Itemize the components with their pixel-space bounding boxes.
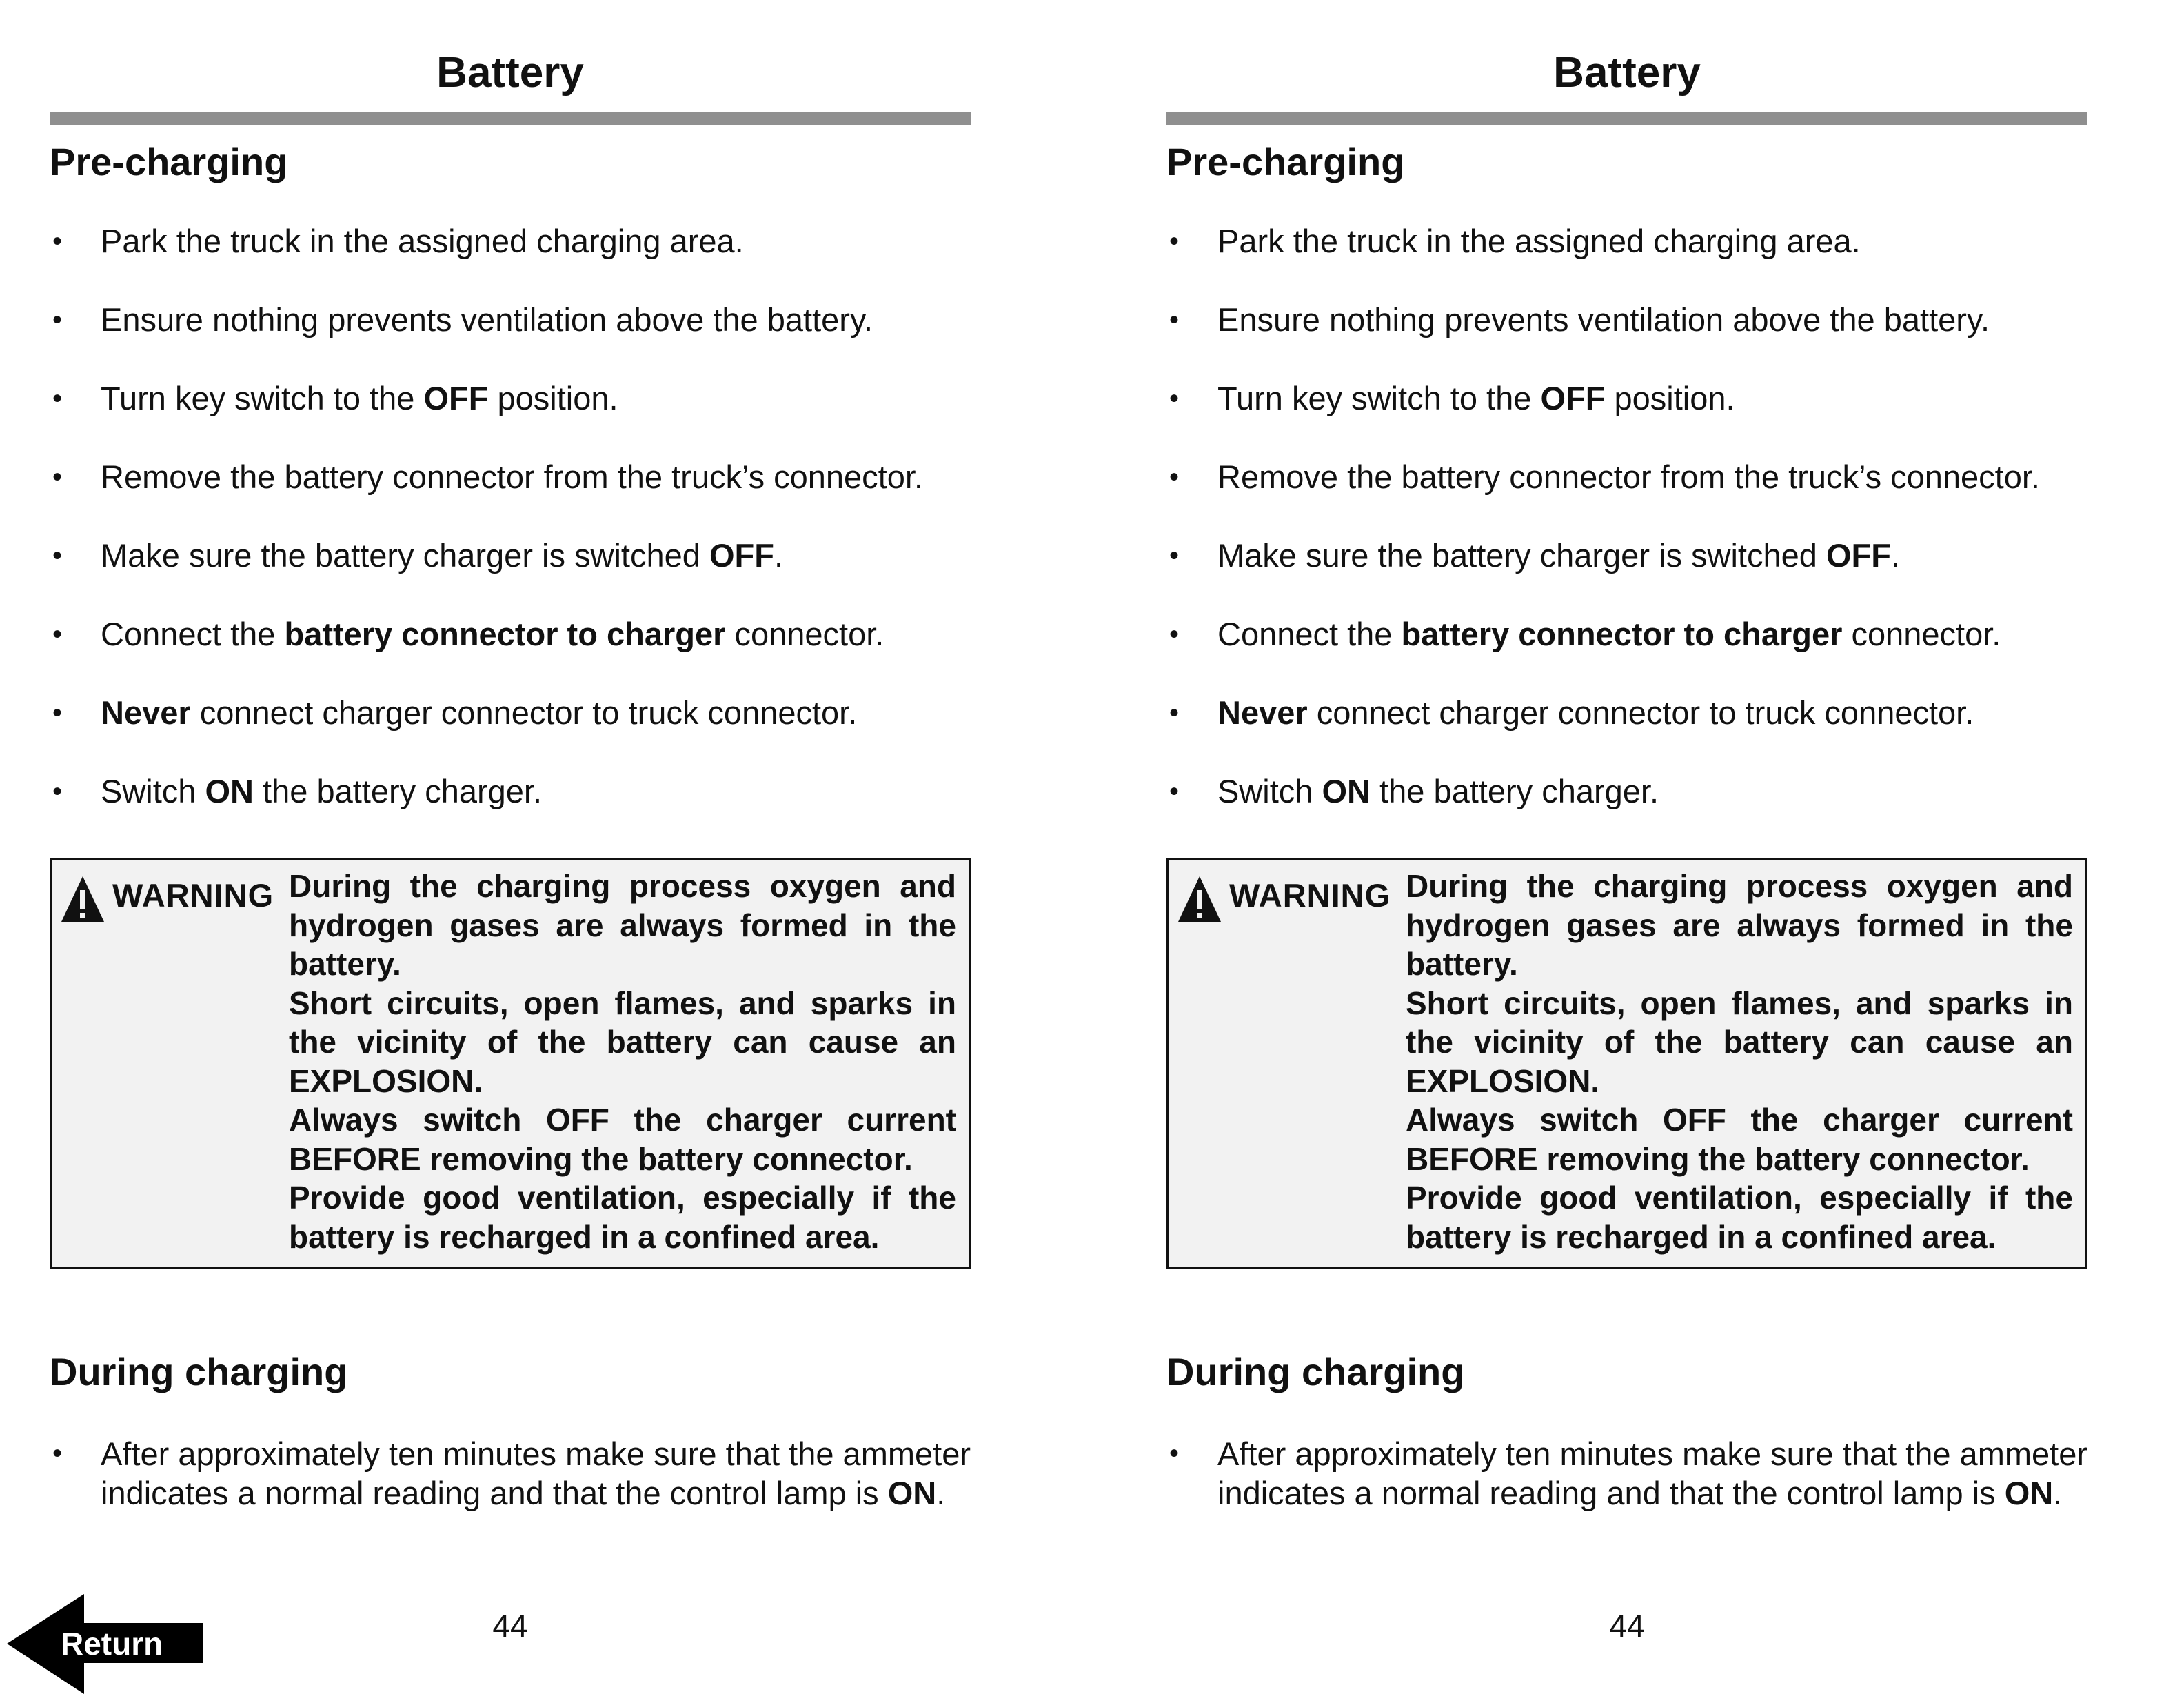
section-heading-pre-charging: Pre-charging — [1166, 140, 1405, 183]
warning-label: WARNING — [112, 877, 274, 914]
section-heading-during-charging: During charging — [1166, 1350, 1465, 1393]
list-item: • Connect the battery connector to charger connector. — [1166, 615, 2090, 694]
list-item: • Park the truck in the assigned charging area. — [50, 222, 973, 301]
manual-page-left — [50, 0, 973, 1688]
list-item: • Never connect charger connector to truck connector. — [50, 694, 973, 772]
warning-paragraph: During the charging process oxygen and hydrogen gases are always formed in the battery. — [1406, 868, 2073, 982]
warning-text — [289, 867, 956, 1256]
pre-charging-list — [1166, 222, 2090, 851]
list-item: • Ensure nothing prevents ventilation above the battery. — [50, 301, 973, 379]
title-divider — [1166, 112, 2087, 125]
section-heading-during-charging: During charging — [50, 1350, 348, 1393]
during-charging-list — [50, 1434, 973, 1513]
warning-text — [1406, 867, 2073, 1256]
warning-paragraph: Provide good ventilation, especially if the battery is recharged in a confined area. — [1406, 1180, 2073, 1255]
list-item: • Ensure nothing prevents ventilation above the battery. — [1166, 301, 2090, 379]
warning-triangle-icon — [60, 875, 105, 923]
warning-paragraph: Provide good ventilation, especially if the battery is recharged in a confined area. — [289, 1180, 956, 1255]
list-item: • Remove the battery connector from the truck’s connector. — [50, 458, 973, 536]
page-number: 44 — [1609, 1608, 1645, 1644]
list-item: • Turn key switch to the OFF position. — [1166, 379, 2090, 458]
page-number: 44 — [492, 1608, 528, 1644]
list-item: • Never connect charger connector to truck connector. — [1166, 694, 2090, 772]
manual-page-right — [1166, 0, 2090, 1688]
list-item: • Switch ON the battery charger. — [1166, 772, 2090, 851]
section-heading-pre-charging: Pre-charging — [50, 140, 288, 183]
list-item: • Remove the battery connector from the truck’s connector. — [1166, 458, 2090, 536]
return-button[interactable] — [7, 1594, 207, 1694]
list-item: • Connect the battery connector to charger connector. — [50, 615, 973, 694]
page-title: Battery — [436, 49, 584, 97]
warning-paragraph: Always switch OFF the charger current BEFORE removing the battery connector. — [1406, 1102, 2073, 1177]
page-title: Battery — [1553, 49, 1701, 97]
warning-box — [1166, 858, 2087, 1269]
warning-paragraph: Always switch OFF the charger current BEFORE removing the battery connector. — [289, 1102, 956, 1177]
warning-label: WARNING — [1229, 877, 1391, 914]
list-item: • Make sure the battery charger is switched OFF. — [1166, 536, 2090, 615]
list-item: • Switch ON the battery charger. — [50, 772, 973, 851]
during-charging-list — [1166, 1434, 2090, 1513]
warning-triangle-icon — [1177, 875, 1222, 923]
list-item: • After approximately ten minutes make sure that the ammeter indicates a normal reading and that the control lamp is ON. — [1166, 1434, 2087, 1513]
list-item: • After approximately ten minutes make sure that the ammeter indicates a normal reading and that the control lamp is ON. — [50, 1434, 971, 1513]
list-item: • Turn key switch to the OFF position. — [50, 379, 973, 458]
warning-paragraph: Short circuits, open flames, and sparks in the vicinity of the battery can cause an EXPLOSION. — [1406, 985, 2073, 1099]
list-item: • Park the truck in the assigned charging area. — [1166, 222, 2090, 301]
pre-charging-list — [50, 222, 973, 851]
title-divider — [50, 112, 971, 125]
return-label: Return — [61, 1626, 163, 1662]
warning-paragraph: Short circuits, open flames, and sparks in the vicinity of the battery can cause an EXPLOSION. — [289, 985, 956, 1099]
list-item: • Make sure the battery charger is switched OFF. — [50, 536, 973, 615]
warning-paragraph: During the charging process oxygen and hydrogen gases are always formed in the battery. — [289, 868, 956, 982]
warning-box — [50, 858, 971, 1269]
